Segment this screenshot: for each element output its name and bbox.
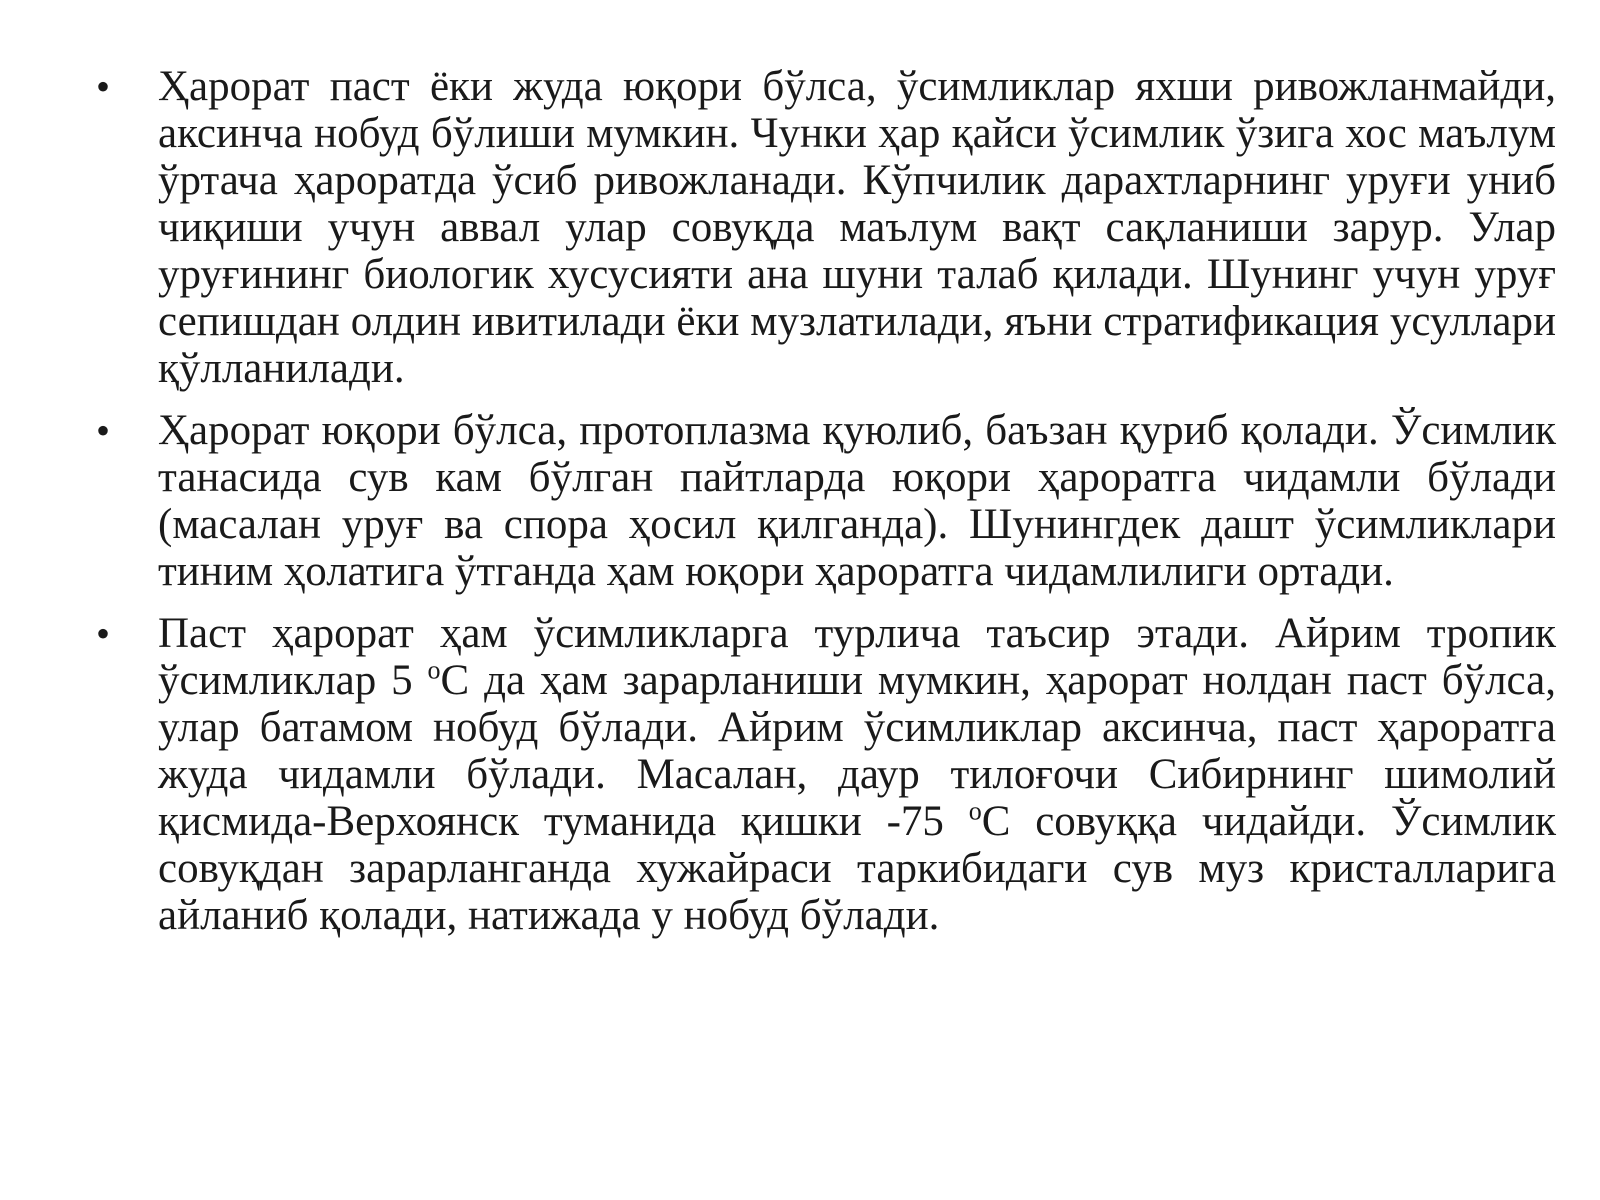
bullet-icon: • <box>96 408 111 453</box>
degree-superscript: о <box>968 796 982 826</box>
text-segment: С да ҳам зарарланиши мумкин, ҳарорат нолдан паст бўлса, улар батамом нобуд бўлади. Айрим ўсимликлар аксинча, паст ҳароратга жуда чидамли бўлади. Масалан, даур тилоғочи Сибирнинг шимолий қисмида-Верхоянск туманида қишки -75 <box>158 657 1556 845</box>
text-segment: С совуққа чидайди. Ўсимлик совуқдан зарарланганда хужайраси таркибидаги сув муз кристалларига айланиб қолади, натижада у нобуд бўлади. <box>158 798 1556 939</box>
bullet-item-low-temperature <box>96 610 1556 939</box>
text-segment: Паст ҳарорат ҳам ўсимликларга турлича таъсир этади. Айрим тропик ўсимликлар 5 <box>158 610 1556 704</box>
bullet-item-temperature-extremes <box>96 63 1556 392</box>
bullet-list <box>96 63 1556 954</box>
bullet-item-high-temperature <box>96 407 1556 595</box>
bullet-icon: • <box>96 64 111 109</box>
degree-superscript: о <box>427 655 441 685</box>
bullet-icon: • <box>96 611 111 656</box>
paragraph-text <box>158 610 1556 939</box>
paragraph-text: Ҳарорат паст ёки жуда юқори бўлса, ўсимликлар яхши ривожланмайди, аксинча нобуд бўлиши мумкин. Чунки ҳар қайси ўсимлик ўзига хос маълум ўртача ҳароратда ўсиб ривожланади. Кўпчилик дарахтларнинг уруғи униб чиқиши учун аввал улар совуқда маълум вақт сақланиши зарур. Улар уруғининг биологик хусусияти ана шуни талаб қилади. Шунинг учун уруғ сепишдан олдин ивитилади ёки музлатилади, яъни стратификация усуллари қўлланилади. <box>158 63 1556 392</box>
paragraph-text: Ҳарорат юқори бўлса, протоплазма қуюлиб, баъзан қуриб қолади. Ўсимлик танасида сув кам бўлган пайтларда юқори ҳароратга чидамли бўлади (масалан уруғ ва спора ҳосил қилганда). Шунингдек дашт ўсимликлари тиним ҳолатига ўтганда ҳам юқори ҳароратга чидамлилиги ортади. <box>158 407 1556 595</box>
